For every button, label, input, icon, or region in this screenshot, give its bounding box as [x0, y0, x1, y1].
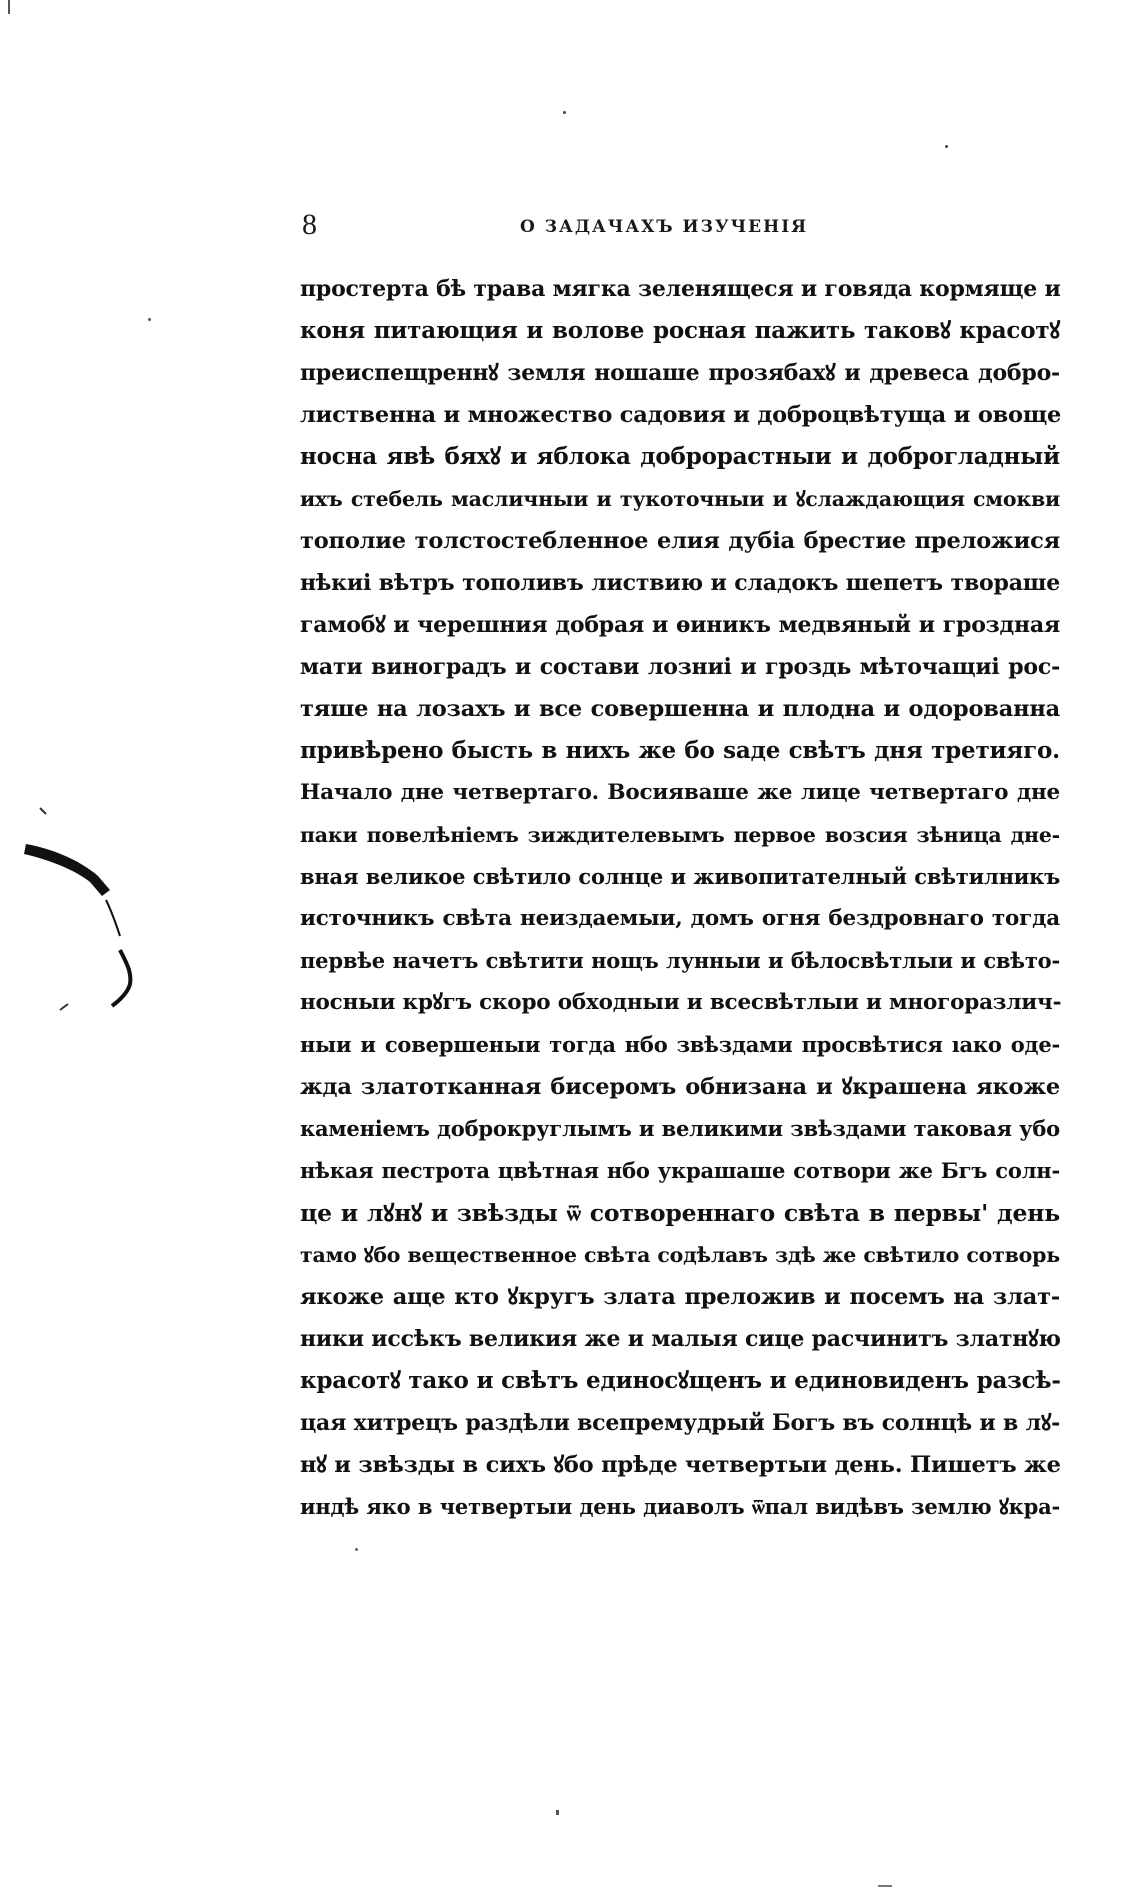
text-line: жда златотканная бисеромъ обнизана и ꙋкрашена якоже: [300, 1074, 1060, 1100]
text-line: источникъ свѣта неиздаемыи, домъ огня бездровнаго тогда: [300, 906, 1060, 931]
text-line: преиспещреннꙋ земля ношаше прозябахꙋ и древеса добро-: [300, 360, 1060, 386]
text-line: тамо ꙋбо вещественное свѣта содѣлавъ здѣ же свѣтило сотворь: [300, 1243, 1060, 1267]
text-line: ники иссѣкъ великия же и малыя сице расчинитъ златнꙋю: [300, 1326, 1061, 1352]
text-line: привѣрено бысть в нихъ же бо ѕаде свѣтъ дня третияго.: [300, 737, 1060, 764]
text-line: мати виноградъ и состави лозниі и гроздь мѣточащиі рос-: [300, 654, 1060, 680]
text-line: лиственна и множество садовия и доброцвѣтуща и овоще: [300, 402, 1062, 428]
text-line: каменіемъ доброкруглымъ и великими звѣздами таковая убо: [300, 1116, 1060, 1141]
text-line: цая хитрецъ раздѣли всепремудрый Богъ въ солнцѣ и в лꙋ-: [300, 1410, 1060, 1436]
text-line: ихъ стебель масличныи и тукоточныи и ꙋслаждающия смокви: [300, 487, 1060, 511]
text-line: ныи и совершеныи тогда нбо звѣздами просвѣтися ıако оде-: [300, 1032, 1060, 1057]
page-number: 8: [302, 208, 317, 241]
text-line: нѣкиі вѣтръ тополивъ листвию и сладокъ шепетъ твораше: [300, 570, 1060, 596]
text-line: красотꙋ тако и свѣтъ единосꙋщенъ и единовиденъ разсѣ-: [300, 1367, 1061, 1394]
text-line: паки повелѣніемъ зиждителевымъ первое возсия зѣница дне-: [300, 823, 1060, 847]
scan-speck: [355, 1548, 358, 1551]
text-line: тополие толстостебленное елия дубіа брестие преложися: [300, 528, 1060, 554]
text-line: простерта бѣ трава мягка зеленящеся и говяда кормяще и: [300, 276, 1061, 302]
text-line: якоже аще кто ꙋкругъ злата преложив и посемъ на злат-: [300, 1284, 1060, 1310]
body-text: [300, 268, 1060, 1528]
running-head: О ЗАДАЧАХЪ ИЗУЧЕНІЯ: [520, 217, 809, 237]
margin-ink-stroke: [20, 800, 140, 1030]
text-line: нꙋ и звѣзды в сихъ ꙋбо прѣде четвертыи день. Пишетъ же: [300, 1452, 1061, 1478]
text-line: коня питающия и волове росная пажить таковꙋ красотꙋ: [300, 317, 1060, 344]
text-line: нѣкая пестрота цвѣтная нбо украшаше сотвори же Бгъ солн-: [300, 1158, 1060, 1183]
scan-speck: [878, 1885, 892, 1887]
scan-speck: [556, 1810, 559, 1815]
scan-speck: [8, 0, 10, 14]
text-line: вная великое свѣтило солнце и живопитателный свѣтилникъ: [300, 864, 1060, 889]
scan-speck: [945, 145, 948, 148]
text-line: гамобꙋ и черешния добрая и ѳиникъ медвяный и гроздная: [300, 612, 1060, 638]
text-line: индѣ яко в четвертыи день диаволъ ѿпал видѣвъ землю ꙋкра-: [300, 1494, 1060, 1519]
text-line: тяше на лозахъ и все совершенна и плодна и одорованна: [300, 696, 1060, 722]
scan-speck: [148, 318, 151, 321]
text-line: первѣе начетъ свѣтити нощъ лунныи и бѣлосвѣтлыи и свѣто-: [300, 948, 1060, 973]
text-line: носна явѣ бяхꙋ и яблока доброрастныи и доброгладный: [300, 443, 1060, 470]
text-line: носныи крꙋгъ скоро обходныи и всесвѣтлыи и многоразлич-: [300, 990, 1062, 1015]
text-line: це и лꙋнꙋ и звѣзды ѿ сотвореннаго свѣта в первы' день: [300, 1199, 1060, 1227]
text-line: Начало дне четвертаго. Восияваше же лице четвертаго дне: [300, 780, 1060, 805]
scan-speck: [563, 111, 566, 114]
